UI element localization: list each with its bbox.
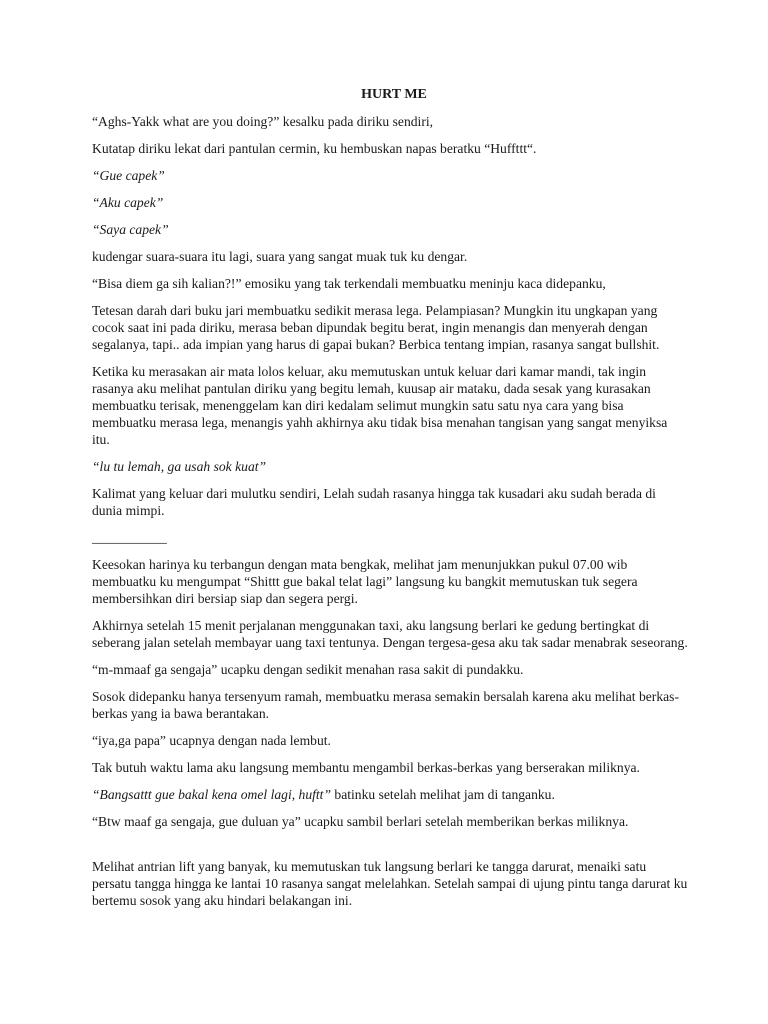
dialogue-italic: “Saya capek” bbox=[92, 222, 169, 237]
mixed-dialogue-line bbox=[92, 786, 688, 803]
paragraph: “iya,ga papa” ucapnya dengan nada lembut. bbox=[92, 733, 331, 748]
paragraph: Tetesan darah dari buku jari membuatku sedikit merasa lega. Pelampiasan? Mungkin itu ungkapan yang cocok saat ini pada diriku, merasa beban dipundak begitu berat, ingin menangis dan menyerah dengan segalanya, tapi.. ada impian yang harus di gapai bukan? Berbica tentang impian, rasanya sangat bullshit. bbox=[92, 303, 660, 352]
paragraph: Akhirnya setelah 15 menit perjalanan menggunakan taxi, aku langsung berlari ke gedung bertingkat di seberang jalan setelah membayar uang taxi tentunya. Dengan tergesa-gesa aku tak sadar menabrak seseorang. bbox=[92, 618, 688, 650]
blank-line bbox=[92, 840, 688, 858]
paragraph: Melihat antrian lift yang banyak, ku memutuskan tuk langsung berlari ke tangga darurat, menaiki satu persatu tangga hingga ke lantai 10 rasanya sangat melelahkan. Setelah sampai di ujung pintu tanga darurat ku bertemu sosok yang aku hindari belakangan ini. bbox=[92, 859, 688, 908]
paragraph: Tak butuh waktu lama aku langsung membantu mengambil berkas-berkas yang berserakan miliknya. bbox=[92, 760, 640, 775]
section-divider: ___________ bbox=[92, 530, 167, 545]
paragraph: Kutatap diriku lekat dari pantulan cermin, ku hembuskan napas beratku “Huffttt“. bbox=[92, 141, 537, 156]
paragraph: kudengar suara-suara itu lagi, suara yang sangat muak tuk ku dengar. bbox=[92, 249, 468, 264]
dialogue-italic: “lu tu lemah, ga usah sok kuat” bbox=[92, 459, 267, 474]
paragraph: “Bisa diem ga sih kalian?!” emosiku yang tak terkendali membuatku meninju kaca didepanku, bbox=[92, 276, 606, 291]
narration-part: batinku setelah melihat jam di tanganku. bbox=[331, 787, 555, 802]
paragraph: Ketika ku merasakan air mata lolos keluar, aku memutuskan untuk keluar dari kamar mandi, tak ingin rasanya aku melihat pantulan diriku yang begitu lemah, kuusap air mataku, dada sesak yang kurasakan membuatku terisak, menenggelam kan diri kedalam selimut mungkin satu satu nya cara yang bisa membuatku merasa lega, menangis yahh akhirnya aku tidak bisa menahan tangisan yang sangat menyiksa itu. bbox=[92, 364, 668, 447]
dialogue-italic: “Aku capek” bbox=[92, 195, 164, 210]
paragraph: Sosok didepanku hanya tersenyum ramah, membuatku merasa semakin bersalah karena aku melihat berkas-berkas yang ia bawa berantakan. bbox=[92, 689, 679, 721]
paragraph: “Aghs-Yakk what are you doing?” kesalku pada diriku sendiri, bbox=[92, 114, 434, 129]
paragraph: Keesokan harinya ku terbangun dengan mata bengkak, melihat jam menunjukkan pukul 07.00 wib membuatku ku mengumpat “Shittt gue bakal telat lagi” langsung ku bangkit memutuskan tuk segera membersihkan diri bersiap siap dan segera pergi. bbox=[92, 557, 638, 606]
paragraph: “m-mmaaf ga sengaja” ucapku dengan sedikit menahan rasa sakit di pundakku. bbox=[92, 662, 524, 677]
paragraph: “Btw maaf ga sengaja, gue duluan ya” ucapku sambil berlari setelah memberikan berkas miliknya. bbox=[92, 814, 629, 829]
document-page bbox=[92, 86, 688, 919]
dialogue-italic-part: “Bangsattt gue bakal kena omel lagi, huftt” bbox=[92, 787, 332, 802]
document-title: HURT ME bbox=[361, 87, 427, 102]
dialogue-italic: “Gue capek” bbox=[92, 168, 165, 183]
paragraph: Kalimat yang keluar dari mulutku sendiri, Lelah sudah rasanya hingga tak kusadari aku sudah berada di dunia mimpi. bbox=[92, 486, 656, 518]
